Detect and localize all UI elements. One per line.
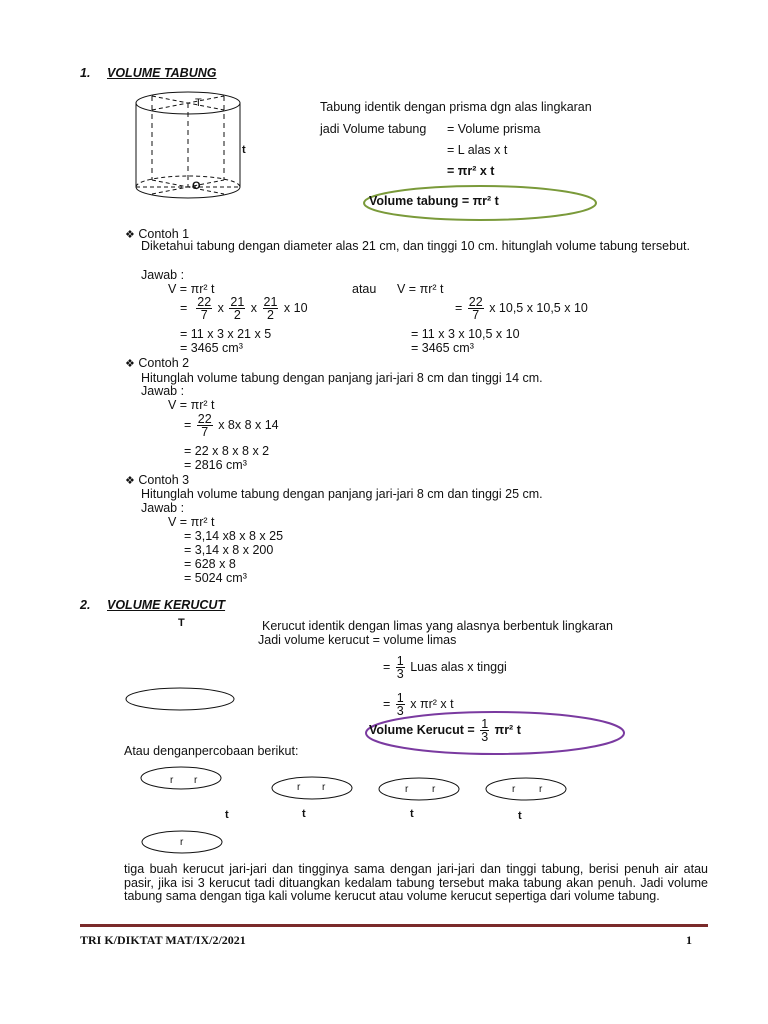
section-2-number: 2. [80,598,91,612]
contoh-3-line-2: = 3,14 x8 x 8 x 25 [184,529,284,543]
contoh-3-heading: ❖ Contoh 3 [125,473,190,487]
conclusion-paragraph: tiga buah kerucut jari-jari dan tingginya sama dengan jari-jari dan tinggi tabung, berisi penuh air atau pasir, jika isi 3 kerucut tadi dituangkan kedalam tabung tersebut maka tabung akan penuh. Jadi volume tabung sama dengan tiga kali volume kerucut atau volume kerucut sepertiga dari volume tabung. [124,862,708,903]
contoh-1-b-line-2: = $\frac{22}{7}$ x 10,5 x 10,5 x 10 [455,295,588,322]
footer-text: TRI K/DIKTAT MAT/IX/2/2021 [80,933,246,947]
diamond-bullet-icon: ❖ [125,229,135,241]
contoh-2-problem: Hitunglah volume tabung dengan panjang jari-jari 8 cm dan tinggi 14 cm. [141,371,543,385]
s2-desc-line-1: Kerucut identik dengan limas yang alasnya berbentuk lingkaran [262,619,613,633]
contoh-3-line-1: V = πr² t [168,515,215,529]
exp-cone2-r-left: r [405,784,409,795]
contoh-3-problem: Hitunglah volume tabung dengan panjang jari-jari 8 cm dan tinggi 25 cm. [141,487,543,501]
s1-desc-line-2-lhs: jadi Volume tabung [320,122,427,136]
contoh-1-b-line-4: = 3465 cm³ [411,341,474,355]
contoh-1-b-line-1: V = πr² t [397,282,444,296]
contoh-1-a-line-3: = 11 x 3 x 21 x 5 [180,327,272,341]
contoh-2-jawab: Jawab : [141,384,185,398]
section-1-number: 1. [80,66,91,80]
cone-volume-formula: Volume Kerucut = $\frac{1}{3}$ πr² t [369,717,521,744]
diamond-bullet-icon: ❖ [125,358,135,370]
exp-cyl-bottom-r: r [180,837,184,848]
exp-cone3-r-left: r [512,784,516,795]
cylinder-top-label: T [195,97,202,109]
cone-apex-label: T [178,617,185,629]
contoh-2-line-2: = $\frac{22}{7}$ x 8x 8 x 14 [184,412,279,439]
exp-cyl-t: t [225,809,229,821]
contoh-1-problem: Diketahui tabung dengan diameter alas 21 cm, dan tinggi 10 cm. hitunglah volume tabung tersebut. [141,239,690,253]
s1-desc-line-2-rhs: = Volume prisma [447,122,541,136]
cylinder-volume-formula: Volume tabung = πr² t [369,194,499,208]
contoh-2-line-1: V = πr² t [168,398,215,412]
contoh-1-atau: atau [352,282,377,296]
exp-cyl-top-r-left: r [170,775,174,786]
exp-cone1-r-left: r [297,782,301,793]
contoh-2-line-4: = 2816 cm³ [184,458,247,472]
s1-desc-line-4: = πr² x t [447,164,495,178]
exp-cone2-t: t [410,808,414,820]
cone-base-ellipse [124,686,236,712]
cylinder-height-label: t [242,144,246,156]
contoh-1-b-line-3: = 11 x 3 x 10,5 x 10 [411,327,520,341]
contoh-3-line-3: = 3,14 x 8 x 200 [184,543,274,557]
contoh-3-jawab: Jawab : [141,501,185,515]
exp-cyl-top-r-right: r [194,775,198,786]
contoh-3-line-4: = 628 x 8 [184,557,236,571]
contoh-1-heading: ❖ Contoh 1 [125,227,190,241]
cylinder-center-label: O [192,180,201,192]
contoh-1-jawab: Jawab : [141,268,185,282]
exp-cone2-r-right: r [432,784,436,795]
contoh-1-a-line-4: = 3465 cm³ [180,341,243,355]
cylinder-figure [130,88,250,206]
contoh-1-a-line-2: = $\frac{22}{7}$ x $\frac{21}{2}$ x $\frac{21}{2}$ x 10 [180,295,308,322]
s1-desc-line-1: Tabung identik dengan prisma dgn alas lingkaran [320,100,592,114]
experiment-intro: Atau denganpercobaan berikut: [124,744,299,758]
exp-cone1-r-right: r [322,782,326,793]
section-2-title: VOLUME KERUCUT [107,598,226,612]
s1-desc-line-3: = L alas x t [447,143,508,157]
s2-eq-line-2: = $\frac{1}{3}$ x πr² x t [383,691,454,718]
exp-cone3-r-right: r [539,784,543,795]
s2-eq-line-1: = $\frac{1}{3}$ Luas alas x tinggi [383,654,507,681]
contoh-3-line-5: = 5024 cm³ [184,571,247,585]
section-1-title: VOLUME TABUNG [107,66,217,80]
experiment-figure [136,762,576,862]
contoh-2-heading: ❖ Contoh 2 [125,356,190,370]
diamond-bullet-icon: ❖ [125,475,135,487]
s2-desc-line-2: Jadi volume kerucut = volume limas [258,633,457,647]
exp-cone3-t: t [518,810,522,822]
contoh-2-line-3: = 22 x 8 x 8 x 2 [184,444,270,458]
page-number: 1 [686,933,692,947]
contoh-1-a-line-1: V = πr² t [168,282,215,296]
exp-cone1-t: t [302,808,306,820]
footer-rule [80,924,708,927]
